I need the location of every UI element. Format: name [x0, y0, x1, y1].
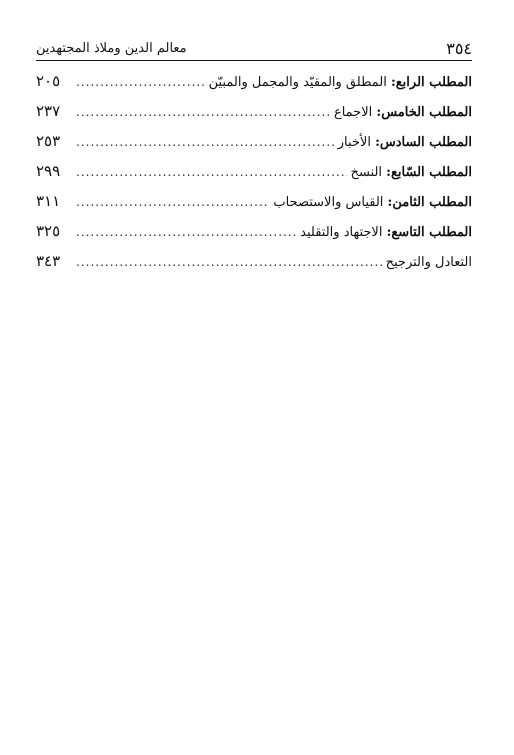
toc-entry-page: ٣٢٥	[36, 222, 61, 240]
toc-entry-title: التعادل والترجيح	[385, 255, 472, 270]
toc-entry	[36, 192, 472, 222]
dot-leader	[76, 255, 382, 269]
book-title: معالم الدين وملاذ المجتهدين	[36, 41, 187, 56]
toc-entry-heading: المطلب التاسع:	[386, 225, 472, 240]
toc-entry	[36, 162, 472, 192]
toc-entry-label	[334, 135, 472, 150]
page-number: ٣٥٤	[446, 39, 472, 58]
toc-entry-title: المطلق والمقيّد والمجمل والمبيّن	[208, 75, 391, 90]
toc-entry-title: الأخبار	[337, 135, 376, 150]
toc-entry-page: ٢٩٩	[36, 162, 61, 180]
toc-entry-label	[205, 75, 472, 90]
toc-entry-title: القياس والاستصحاب	[273, 195, 388, 210]
toc-entry-label	[330, 105, 472, 120]
toc-entry	[36, 72, 472, 102]
dot-leader	[76, 105, 330, 119]
dot-leader	[76, 165, 347, 179]
toc-entry-heading: المطلب الثامن:	[387, 195, 472, 210]
dot-leader	[76, 75, 205, 89]
toc-entry-heading: المطلب السادس:	[375, 135, 472, 150]
dot-leader	[76, 195, 269, 209]
toc-entry	[36, 132, 472, 162]
toc-entry-label	[382, 255, 472, 270]
toc-entry-page: ٢٠٥	[36, 72, 61, 90]
dot-leader	[76, 225, 296, 239]
running-header	[36, 34, 472, 58]
toc-entry-label	[347, 165, 472, 180]
toc-entry-label	[296, 225, 472, 240]
header-rule	[36, 60, 472, 61]
toc-entry-heading: المطلب السّابع:	[386, 165, 472, 180]
toc-entry-page: ٣١١	[36, 192, 61, 210]
toc-entry	[36, 102, 472, 132]
toc-entry	[36, 252, 472, 282]
table-of-contents	[36, 72, 472, 282]
toc-entry	[36, 222, 472, 252]
toc-entry-label	[269, 195, 472, 210]
dot-leader	[76, 135, 334, 149]
toc-entry-title: النسخ	[350, 165, 387, 180]
toc-entry-page: ٣٤٣	[36, 252, 61, 270]
toc-entry-page: ٢٥٣	[36, 132, 61, 150]
toc-entry-title: الاجماع	[333, 105, 377, 120]
toc-entry-page: ٢٣٧	[36, 102, 61, 120]
toc-entry-heading: المطلب الخامس:	[376, 105, 472, 120]
toc-entry-heading: المطلب الرابع:	[390, 75, 472, 90]
toc-entry-title: الاجتهاد والتقليد	[300, 225, 387, 240]
